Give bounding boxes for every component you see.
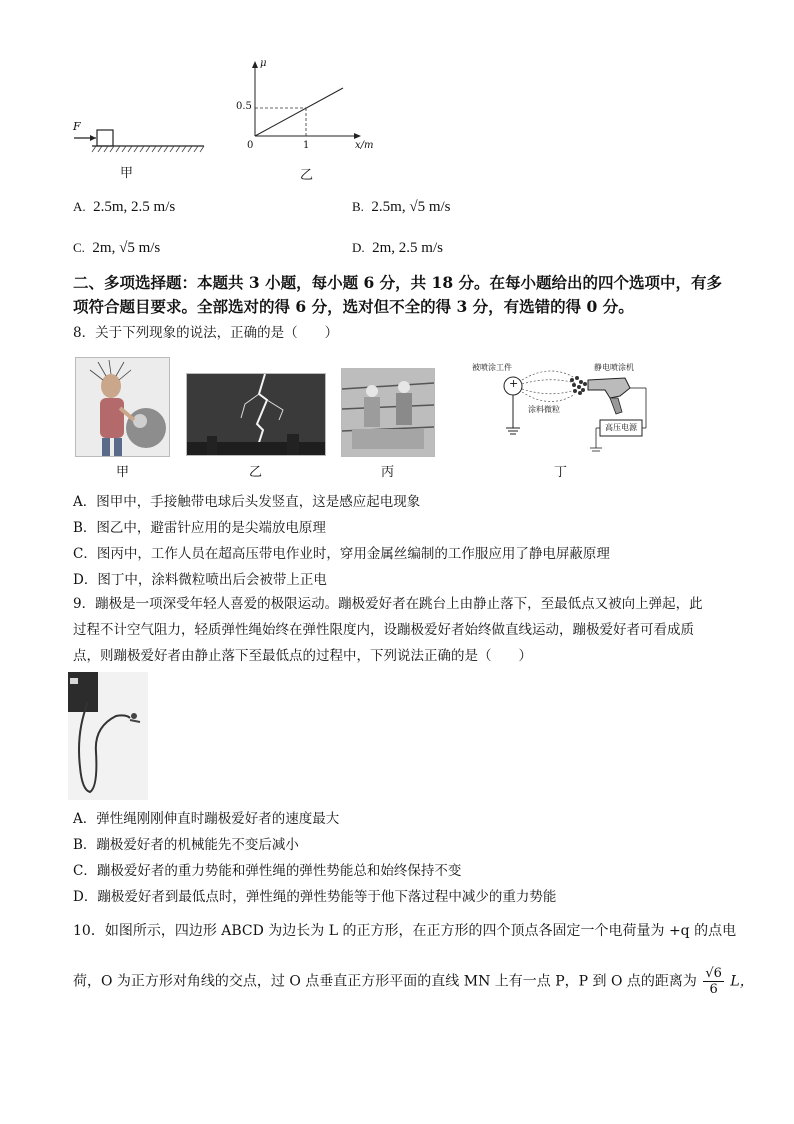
q10-line2-text: 荷，O 为正方形对角线的交点，过 O 点垂直正方形平面的直线 MN 上有一点 P，P 到 O 点的距离为 — [73, 973, 697, 990]
q7-option-b — [352, 199, 451, 216]
q8-option-c: C．图丙中，工作人员在超高压带电作业时，穿用金属丝编制的工作服应用了静电屏蔽原理 — [73, 546, 610, 562]
q9-options — [73, 806, 753, 910]
q10-line1: 10．如图所示，四边形 ABCD 为边长为 L 的正方形，在正方形的四个顶点各固定一个电荷量为 +q 的点电 — [73, 923, 737, 939]
option-text: 2m, 2.5 m/s — [372, 240, 443, 256]
q7-option-d — [352, 240, 443, 257]
block-on-ground-diagram — [70, 120, 210, 160]
bungee-jump-image — [68, 672, 148, 800]
q8-option-a: A．图甲中，手接触带电球后头发竖直，这是感应起电现象 — [73, 494, 421, 510]
electrostatic-spray-diagram — [470, 358, 650, 458]
caption-jia-q8: 甲 — [116, 465, 130, 480]
force-label: F — [73, 120, 81, 133]
fraction — [703, 966, 724, 997]
y-axis-label: μ — [260, 58, 267, 69]
option-letter: D. — [352, 240, 365, 255]
fraction-numerator: √6 — [705, 966, 722, 981]
option-letter: C. — [73, 240, 85, 255]
power-supply-label: 高压电源 — [605, 423, 637, 432]
caption-ding: 丁 — [554, 465, 568, 480]
photo-jia — [75, 357, 170, 457]
fraction-tail: L， — [730, 973, 754, 990]
section-heading-line1: 二、多项选择题：本题共 3 小题，每小题 6 分，共 18 分。在每小题给出的四个选项中，有多 — [73, 273, 723, 292]
fraction-denominator: 6 — [709, 982, 718, 997]
q9-option-c: C．蹦极爱好者的重力势能和弹性绳的弹性势能总和始终保持不变 — [73, 863, 462, 879]
q8-option-d: D．图丁中，涂料微粒喷出后会被带上正电 — [73, 572, 327, 588]
figure-ding — [470, 358, 650, 458]
q8-stem: 8．关于下列现象的说法，正确的是（ ） — [73, 325, 339, 341]
photo-bing — [341, 368, 435, 457]
q9-option-a: A．弹性绳刚刚伸直时蹦极爱好者的速度最大 — [73, 811, 340, 827]
caption-jia: 甲 — [120, 166, 134, 181]
spray-gun-label: 静电喷涂机 — [594, 363, 634, 372]
x-tick-label: 1 — [303, 140, 310, 151]
caption-yi: 乙 — [300, 168, 314, 183]
origin-label: 0 — [247, 140, 254, 151]
plus-sign: + — [509, 377, 519, 390]
section-heading — [73, 271, 733, 319]
particles-label: 涂料微粒 — [528, 405, 560, 414]
option-letter: A. — [73, 199, 86, 214]
q9-option-b: B．蹦极爱好者的机械能先不变后减小 — [73, 837, 299, 853]
lightning-image — [187, 374, 325, 455]
q7-option-a — [73, 199, 175, 216]
option-text: 2.5m, √5 m/s — [371, 199, 451, 215]
q9-option-d: D．蹦极爱好者到最低点时，弹性绳的弹性势能等于他下落过程中减少的重力势能 — [73, 889, 557, 905]
photo-bungee — [68, 672, 148, 800]
workers-high-voltage-image — [342, 369, 434, 456]
workpiece-label: 被喷涂工件 — [472, 363, 512, 372]
q9-stem-line3: 点，则蹦极爱好者由静止落下至最低点的过程中，下列说法正确的是（ ） — [73, 648, 532, 664]
option-letter: B. — [352, 199, 364, 214]
figure-jia — [70, 120, 210, 180]
option-text: 2m, √5 m/s — [92, 240, 161, 256]
q10-line2 — [73, 966, 773, 997]
y-tick-label: 0.5 — [236, 101, 252, 112]
caption-bing: 丙 — [381, 465, 395, 480]
q9-stem-line2: 过程不计空气阻力，轻质弹性绳始终在弹性限度内，设蹦极爱好者始终做直线运动，蹦极爱好者可看成质 — [73, 622, 694, 638]
option-text: 2.5m, 2.5 m/s — [93, 199, 176, 215]
q9-stem-line1: 9．蹦极是一项深受年轻人喜爱的极限运动。蹦极爱好者在跳台上由静止落下，至最低点又被向上弹起，此 — [73, 596, 703, 612]
x-axis-label: x/m — [355, 140, 374, 151]
girl-charged-sphere-image — [76, 358, 169, 456]
section-heading-line2: 项符合题目要求。全部选对的得 6 分，选对但不全的得 3 分，有选错的得 0 分。 — [73, 297, 634, 316]
caption-yi-q8: 乙 — [249, 465, 263, 480]
q7-option-c — [73, 240, 160, 257]
q8-option-b: B．图乙中，避雷针应用的是尖端放电原理 — [73, 520, 326, 536]
q9-stem — [73, 591, 753, 669]
photo-yi — [186, 373, 326, 456]
q8-options — [73, 489, 753, 593]
figure-yi — [230, 58, 380, 182]
